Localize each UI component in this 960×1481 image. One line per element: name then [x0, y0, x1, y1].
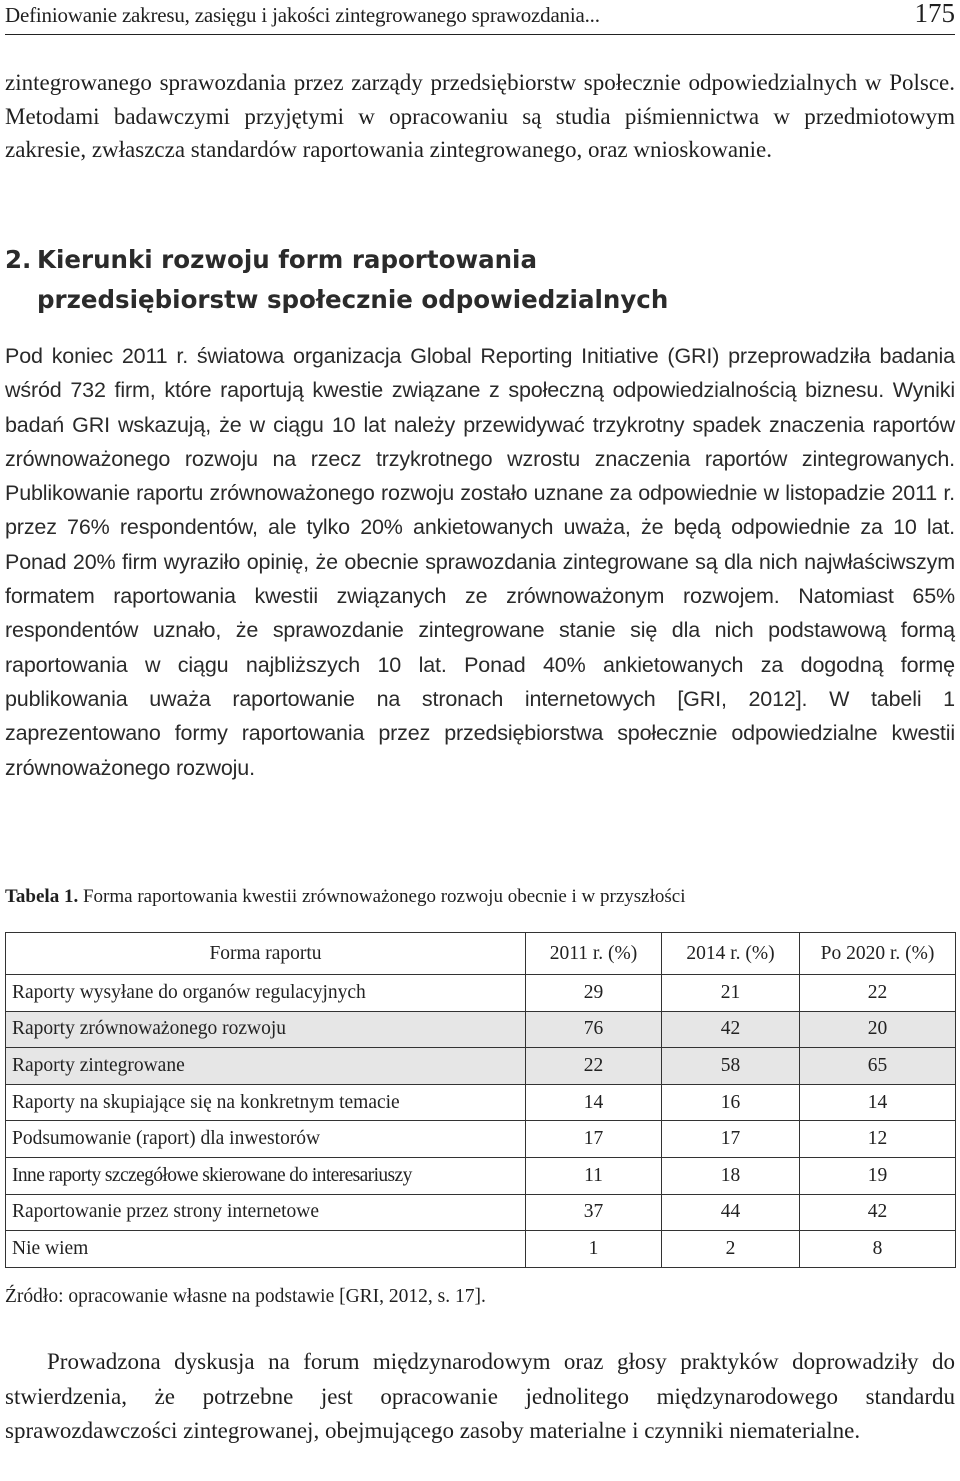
table-row	[6, 1121, 956, 1158]
table-row	[6, 1231, 956, 1268]
cell-2011: 22	[526, 1048, 662, 1085]
cell-2014: 21	[662, 975, 800, 1012]
cell-2014: 16	[662, 1084, 800, 1121]
cell-2014: 58	[662, 1048, 800, 1085]
row-label: Podsumowanie (raport) dla inwestorów	[6, 1121, 526, 1158]
section-title-line2: przedsiębiorstw społecznie odpowiedzialnych	[37, 285, 669, 314]
reporting-forms-table	[5, 932, 956, 1268]
intro-paragraph: zintegrowanego sprawozdania przez zarządy przedsiębiorstw społecznie odpowiedzialnych w Polsce. Metodami badawczymi przyjętymi w opracowaniu są studia piśmiennictwa w przedmiotowym zakresie, zwłaszcza standardów raportowania zintegrowanego, oraz wnioskowanie.	[5, 70, 955, 162]
row-label: Raporty wysyłane do organów regulacyjnych	[6, 975, 526, 1012]
cell-2011: 11	[526, 1157, 662, 1194]
table-row	[6, 1194, 956, 1231]
row-label: Raporty zintegrowane	[6, 1048, 526, 1085]
running-title: Definiowanie zakresu, zasięgu i jakości zintegrowanego sprawozdania...	[5, 3, 600, 27]
cell-2020: 19	[800, 1157, 956, 1194]
column-header-2020: Po 2020 r. (%)	[800, 933, 956, 975]
body-paragraph-1: Pod koniec 2011 r. światowa organizacja Global Reporting Initiative (GRI) przeprowadziła badania wśród 732 firm, które raportują kwestie związane z społeczną odpowiedzialnością biznesu. Wyniki badań GRI wskazują, że w ciągu 10 lat należy przewidywać trzykrotny spadek znaczenia raportów zrównoważonego rozwoju na rzecz trzykrotnego wzrostu znaczenia raportów zintegrowanych. Publikowanie raportu zrównoważonego rozwoju zostało uznane za odpowiednie w listopadzie 2011 r. przez 76% respondentów, ale tylko 20% ankietowanych uważa, że będą odpowiednie za 10 lat. Ponad 20% firm wyraziło opinię, że obecnie sprawozdania zintegrowane są dla nich najwłaściwszym formatem raportowania kwestii związanych ze zrównoważonym rozwojem. Natomiast 65% respondentów uznało, że sprawozdanie zintegrowane stanie się dla nich podstawową formą raportowania w ciągu najbliższych 10 lat. Ponad 40% ankietowanych za dogodną formę publikowania uważa raportowanie na stronach internetowych [GRI, 2012]. W tabeli 1 zaprezentowano formy raportowania przez przedsiębiorstwa społecznie odpowiedzialne kwestii zrównoważonego rozwoju.	[5, 344, 955, 780]
row-label: Raporty zrównoważonego rozwoju	[6, 1011, 526, 1048]
table-row	[6, 1157, 956, 1194]
cell-2020: 14	[800, 1084, 956, 1121]
cell-2011: 1	[526, 1231, 662, 1268]
column-header-2014: 2014 r. (%)	[662, 933, 800, 975]
table-row	[6, 1011, 956, 1048]
column-header-form: Forma raportu	[6, 933, 526, 975]
running-header	[5, 0, 955, 35]
cell-2020: 20	[800, 1011, 956, 1048]
cell-2020: 8	[800, 1231, 956, 1268]
page-number: 175	[914, 0, 955, 28]
section-heading	[5, 240, 955, 320]
cell-2020: 22	[800, 975, 956, 1012]
row-label: Raportowanie przez strony internetowe	[6, 1194, 526, 1231]
cell-2014: 18	[662, 1157, 800, 1194]
table-caption-text: Forma raportowania kwestii zrównoważonego rozwoju obecnie i w przyszłości	[82, 886, 686, 907]
section-number: 2.	[5, 245, 32, 274]
cell-2014: 17	[662, 1121, 800, 1158]
cell-2020: 65	[800, 1048, 956, 1085]
cell-2011: 29	[526, 975, 662, 1012]
cell-2011: 37	[526, 1194, 662, 1231]
column-header-2011: 2011 r. (%)	[526, 933, 662, 975]
table-source-note: Źródło: opracowanie własne na podstawie [GRI, 2012, s. 17].	[5, 1286, 486, 1307]
cell-2011: 76	[526, 1011, 662, 1048]
cell-2011: 17	[526, 1121, 662, 1158]
table-row	[6, 1048, 956, 1085]
cell-2020: 42	[800, 1194, 956, 1231]
table-caption-label: Tabela 1.	[5, 886, 79, 907]
row-label: Nie wiem	[6, 1231, 526, 1268]
cell-2014: 42	[662, 1011, 800, 1048]
cell-2011: 14	[526, 1084, 662, 1121]
body-paragraph-2: Prowadzona dyskusja na forum międzynarodowym oraz głosy praktyków doprowadziły do stwierdzenia, że potrzebne jest opracowanie jednolitego międzynarodowego standardu sprawozdawczości zintegrowanej, obejmującego zasoby materialne i czynniki niematerialne.	[5, 1349, 955, 1443]
row-label: Raporty na skupiające się na konkretnym temacie	[6, 1084, 526, 1121]
table-header-row	[6, 933, 956, 975]
table-row	[6, 975, 956, 1012]
cell-2020: 12	[800, 1121, 956, 1158]
section-title-line1: Kierunki rozwoju form raportowania	[37, 245, 537, 274]
cell-2014: 44	[662, 1194, 800, 1231]
table-row	[6, 1084, 956, 1121]
row-label: Inne raporty szczegółowe skierowane do interesariuszy	[6, 1157, 526, 1194]
table-caption	[5, 884, 955, 910]
cell-2014: 2	[662, 1231, 800, 1268]
